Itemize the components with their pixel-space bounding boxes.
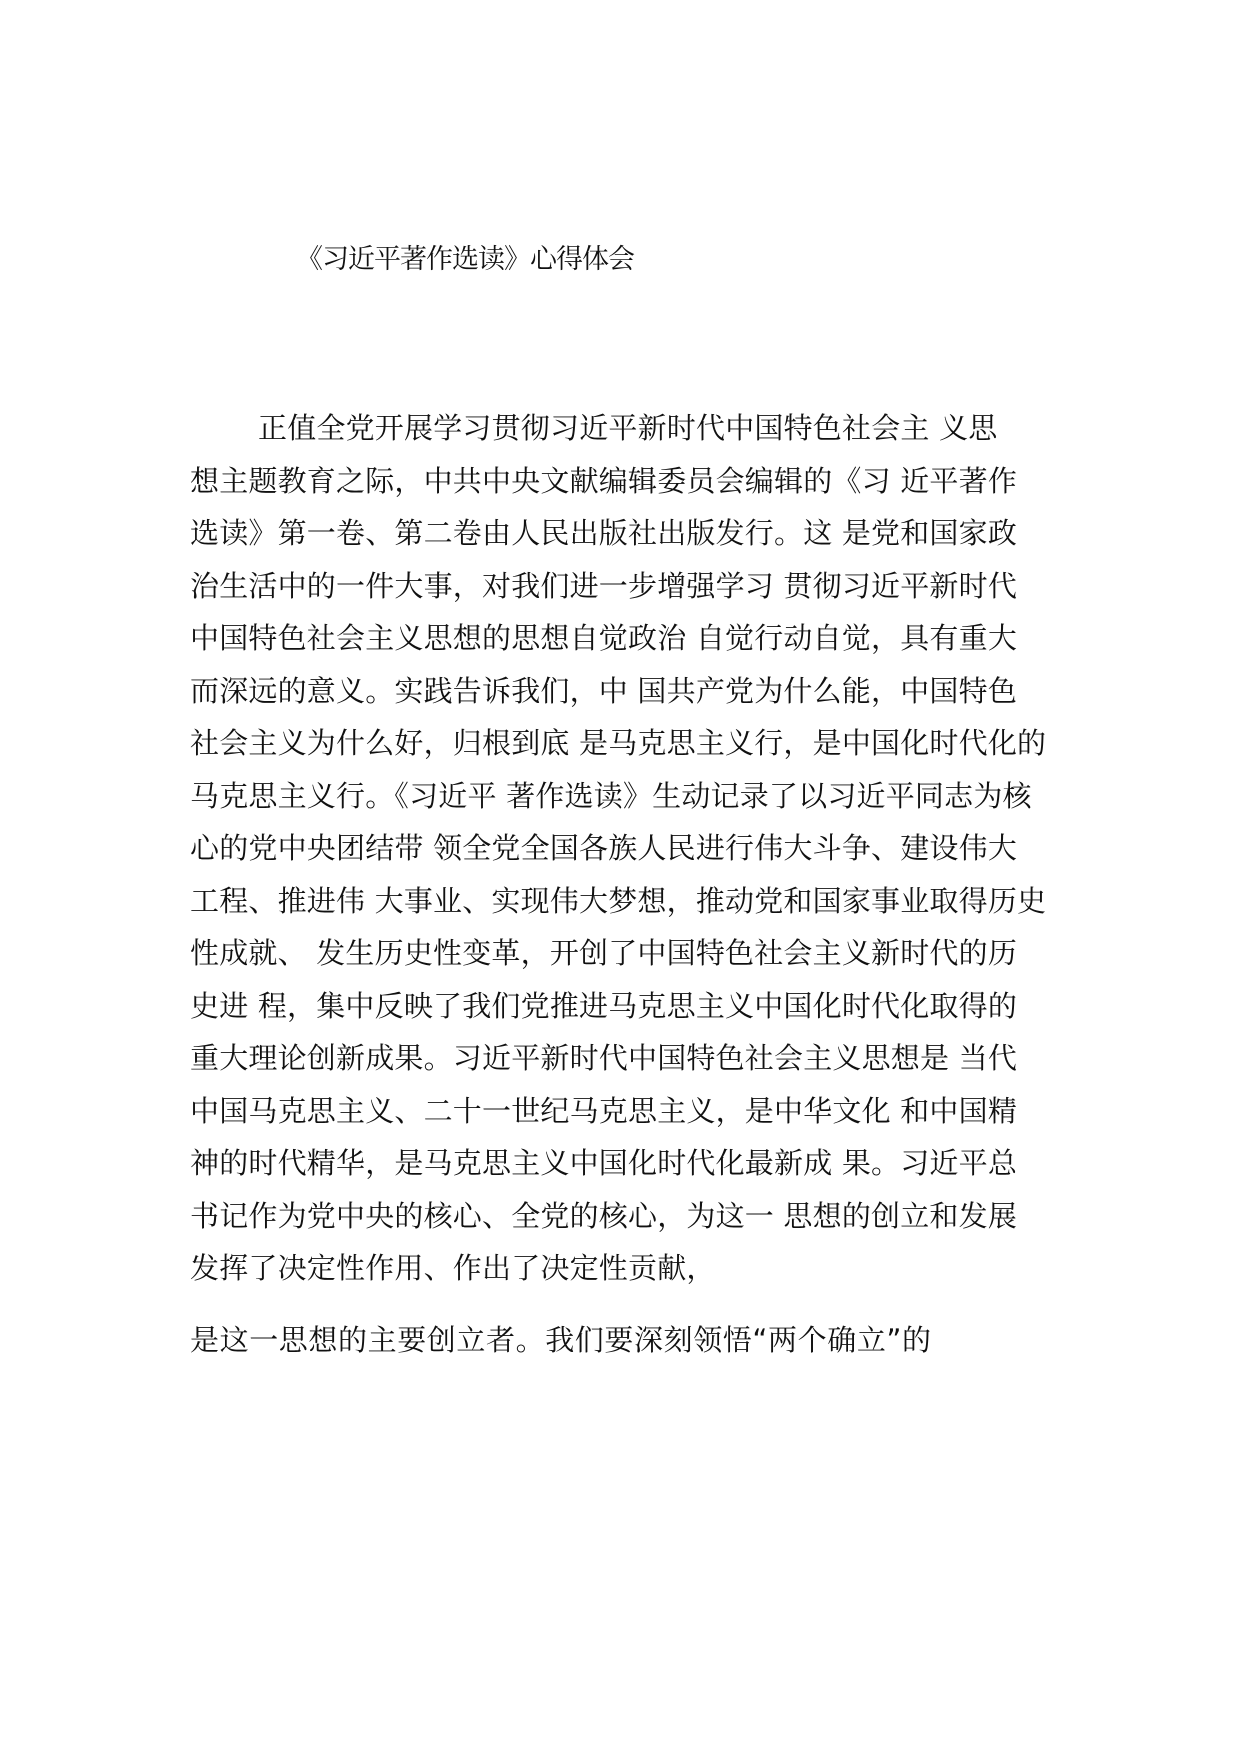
text-line: 中国特色社会主义思想的思想自觉政治 自觉行动自觉，具有重大 (190, 621, 1018, 655)
text-line: 正值全党开展学习贯彻习近平新时代中国特色社会主 义思 (258, 411, 998, 445)
text-line: 重大理论创新成果。习近平新时代中国特色社会主义思想是 当代 (190, 1041, 1018, 1075)
body-paragraph (190, 402, 1070, 1295)
text-line: 史进 程，集中反映了我们党推进马克思主义中国化时代化取得的 (190, 988, 1018, 1023)
text-line: 选读》第一卷、第二卷由人民出版社出版发行。这 是党和国家政 (190, 516, 1018, 550)
text-line: 马克思主义行。《习近平 著作选读》生动记录了以习近平同志为核 (190, 778, 1032, 813)
text-line: 治生活中的一件大事，对我们进一步增强学习 贯彻习近平新时代 (190, 568, 1018, 603)
text-line: 神的时代精华，是马克思主义中国化时代化最新成 果。习近平总 (190, 1146, 1018, 1180)
text-line: 社会主义为什么好，归根到底 是马克思主义行，是中国化时代化的 (190, 726, 1047, 760)
text-line: 书记作为党中央的核心、全党的核心，为这一 思想的创立和发展 (190, 1198, 1018, 1233)
document-title: 《习近平著作选读》心得体会 (296, 244, 634, 275)
text-line: 性成就、 发生历史性变革，开创了中国特色社会主义新时代的历 (190, 936, 1018, 970)
text-line: 想主题教育之际，中共中央文献编辑委员会编辑的《习 近平著作 (190, 463, 1018, 498)
text-line: 工程、推进伟 大事业、实现伟大梦想，推动党和国家事业取得历史 (190, 883, 1047, 918)
closing-line: 是这一思想的主要创立者。我们要深刻领悟“两个确立”的 (190, 1323, 932, 1357)
text-line: 发挥了决定性作用、作出了决定性贡献， (190, 1251, 716, 1285)
text-line: 心的党中央团结带 领全党全国各族人民进行伟大斗争、建设伟大 (190, 831, 1018, 865)
text-line: 而深远的意义。实践告诉我们，中 国共产党为什么能，中国特色 (190, 673, 1018, 708)
text-line: 中国马克思主义、二十一世纪马克思主义，是中华文化 和中国精 (190, 1093, 1018, 1128)
